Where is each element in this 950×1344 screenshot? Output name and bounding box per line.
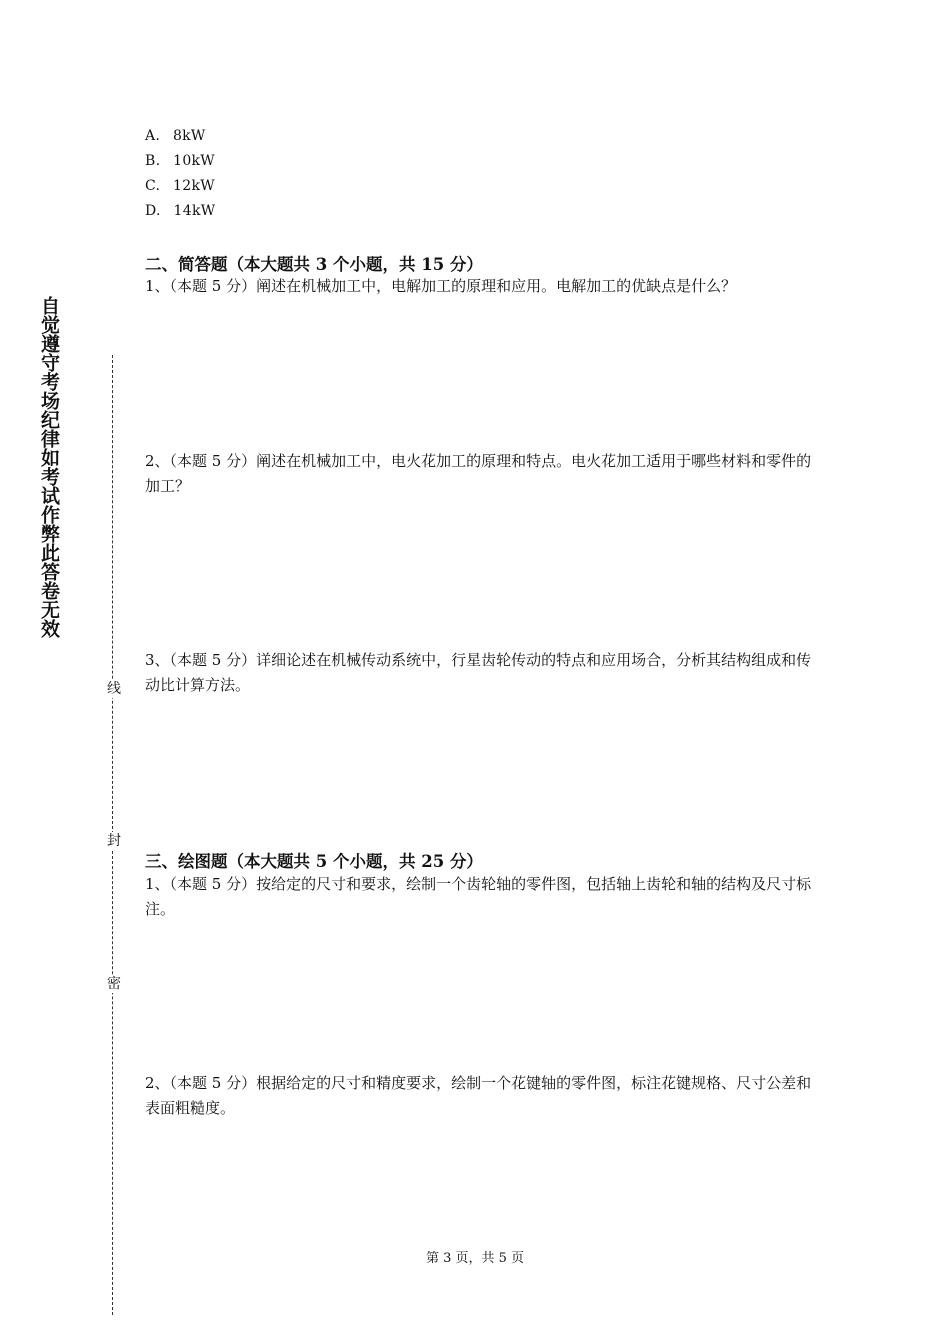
seal-char-line: 线 [107, 681, 121, 697]
option-a [145, 128, 206, 144]
option-c [145, 178, 215, 194]
option-value: 12kW [173, 178, 215, 194]
seal-char-seal: 封 [107, 833, 121, 849]
short-answer-question-1: 1、（本题 5 分）阐述在机械加工中，电解加工的原理和应用。电解加工的优缺点是什么？ [145, 277, 737, 295]
option-b [145, 153, 215, 169]
section-title-short-answer: 二、简答题（本大题共 3 个小题，共 15 分） [145, 255, 483, 274]
option-value: 10kW [173, 153, 215, 169]
option-value: 14kW [173, 203, 216, 219]
short-answer-question-2: 2、（本题 5 分）阐述在机械加工中，电火花加工的原理和特点。电火花加工适用于哪些材料和零件的加工？ [145, 452, 812, 495]
drawing-question-1: 1、（本题 5 分）按给定的尺寸和要求，绘制一个齿轮轴的零件图，包括轴上齿轮和轴的结构及尺寸标注。 [145, 875, 812, 918]
page-footer: 第 3 页，共 5 页 [425, 1251, 525, 1266]
option-d [145, 203, 215, 219]
option-label: D. [145, 203, 161, 219]
drawing-question-2: 2、（本题 5 分）根据给定的尺寸和精度要求，绘制一个花键轴的零件图，标注花键规格、尺寸公差和表面粗糙度。 [145, 1074, 812, 1117]
option-value: 8kW [172, 128, 206, 144]
option-label: A. [145, 128, 161, 144]
short-answer-question-3: 3、（本题 5 分）详细论述在机械传动系统中，行星齿轮传动的特点和应用场合，分析其结构组成和传动比计算方法。 [145, 651, 812, 694]
section-title-drawing: 三、绘图题（本大题共 5 个小题，共 25 分） [145, 852, 483, 871]
option-label: C. [145, 178, 161, 194]
seal-char-secret: 密 [107, 976, 121, 992]
option-label: B. [145, 153, 161, 169]
exam-discipline-notice: 自觉遵守考场纪律如考试作弊此答卷无效 [38, 296, 60, 638]
